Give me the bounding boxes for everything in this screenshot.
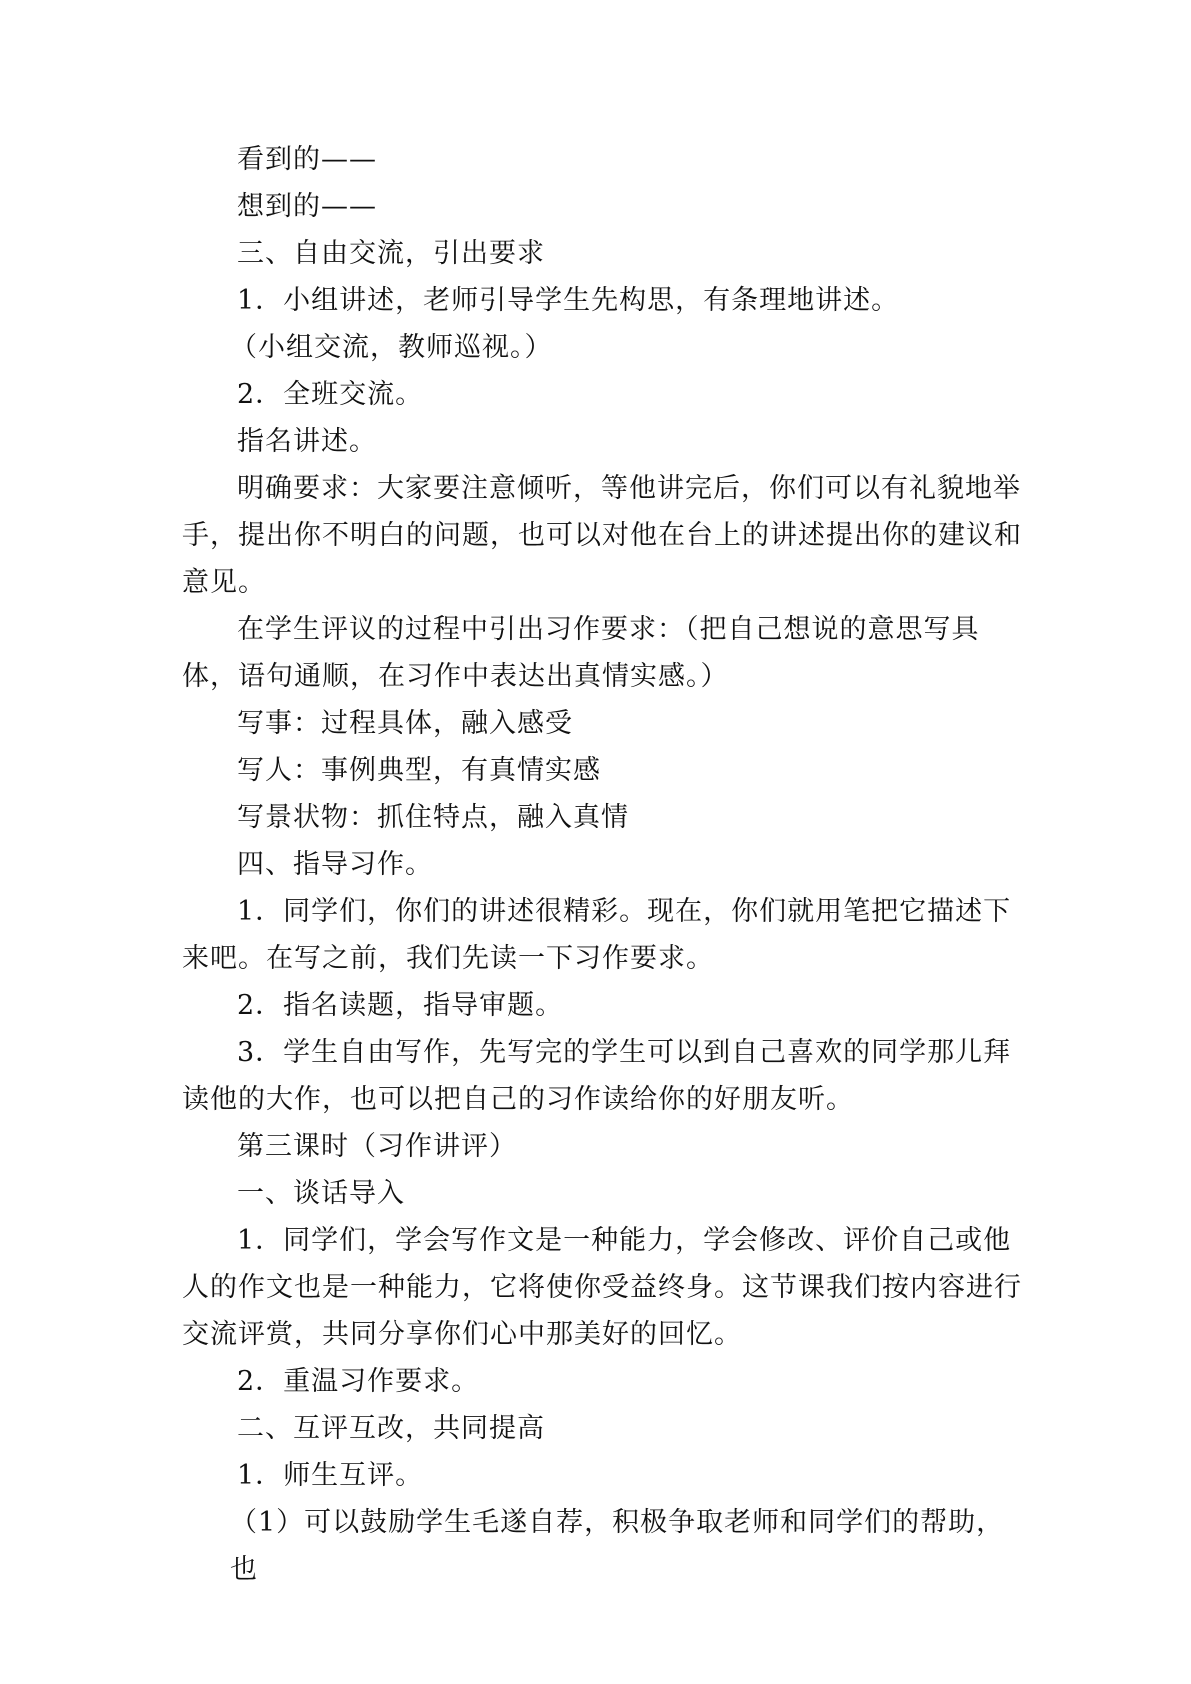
paragraph: 在学生评议的过程中引出习作要求：（把自己想说的意思写具体，语句通顺，在习作中表达出真情实感。）: [182, 614, 980, 692]
paragraph: 1．小组讲述，老师引导学生先构思，有条理地讲述。: [237, 285, 900, 316]
paragraph: 明确要求：大家要注意倾听，等他讲完后，你们可以有礼貌地举手，提出你不明白的问题，也可以对他在台上的讲述提出你的建议和意见。: [182, 473, 1022, 598]
section-heading-2: 二、互评互改，共同提高: [237, 1413, 545, 1444]
lesson-heading: 第三课时（习作讲评）: [237, 1131, 517, 1162]
paragraph: 2．重温习作要求。: [237, 1366, 480, 1397]
paragraph: 写景状物：抓住特点，融入真情: [237, 802, 629, 833]
paragraph: （1）可以鼓励学生毛遂自荐，积极争取老师和同学们的帮助，也: [230, 1507, 1005, 1585]
document-page: [182, 136, 1032, 1593]
paragraph: 1．同学们，你们的讲述很精彩。现在，你们就用笔把它描述下来吧。在写之前，我们先读一下习作要求。: [182, 896, 1012, 974]
paragraph: 指名讲述。: [237, 426, 377, 457]
paragraph: 1．师生互评。: [237, 1460, 424, 1491]
section-heading-4: 四、指导习作。: [237, 849, 433, 880]
section-heading-1: 一、谈话导入: [237, 1178, 405, 1209]
line-seen: 看到的——: [237, 144, 377, 175]
paragraph: 1．同学们，学会写作文是一种能力，学会修改、评价自己或他人的作文也是一种能力，它将使你受益终身。这节课我们按内容进行交流评赏，共同分享你们心中那美好的回忆。: [182, 1225, 1022, 1350]
section-heading-3: 三、自由交流，引出要求: [237, 238, 545, 269]
paragraph: 3．学生自由写作，先写完的学生可以到自己喜欢的同学那儿拜读他的大作，也可以把自己的习作读给你的好朋友听。: [182, 1037, 1012, 1115]
paragraph: 2．全班交流。: [237, 379, 424, 410]
paragraph: 写事：过程具体，融入感受: [237, 708, 573, 739]
paragraph-note: （小组交流，教师巡视。）: [230, 332, 553, 363]
paragraph: 写人：事例典型，有真情实感: [237, 755, 601, 786]
line-thought: 想到的——: [237, 191, 377, 222]
paragraph: 2．指名读题，指导审题。: [237, 990, 564, 1021]
